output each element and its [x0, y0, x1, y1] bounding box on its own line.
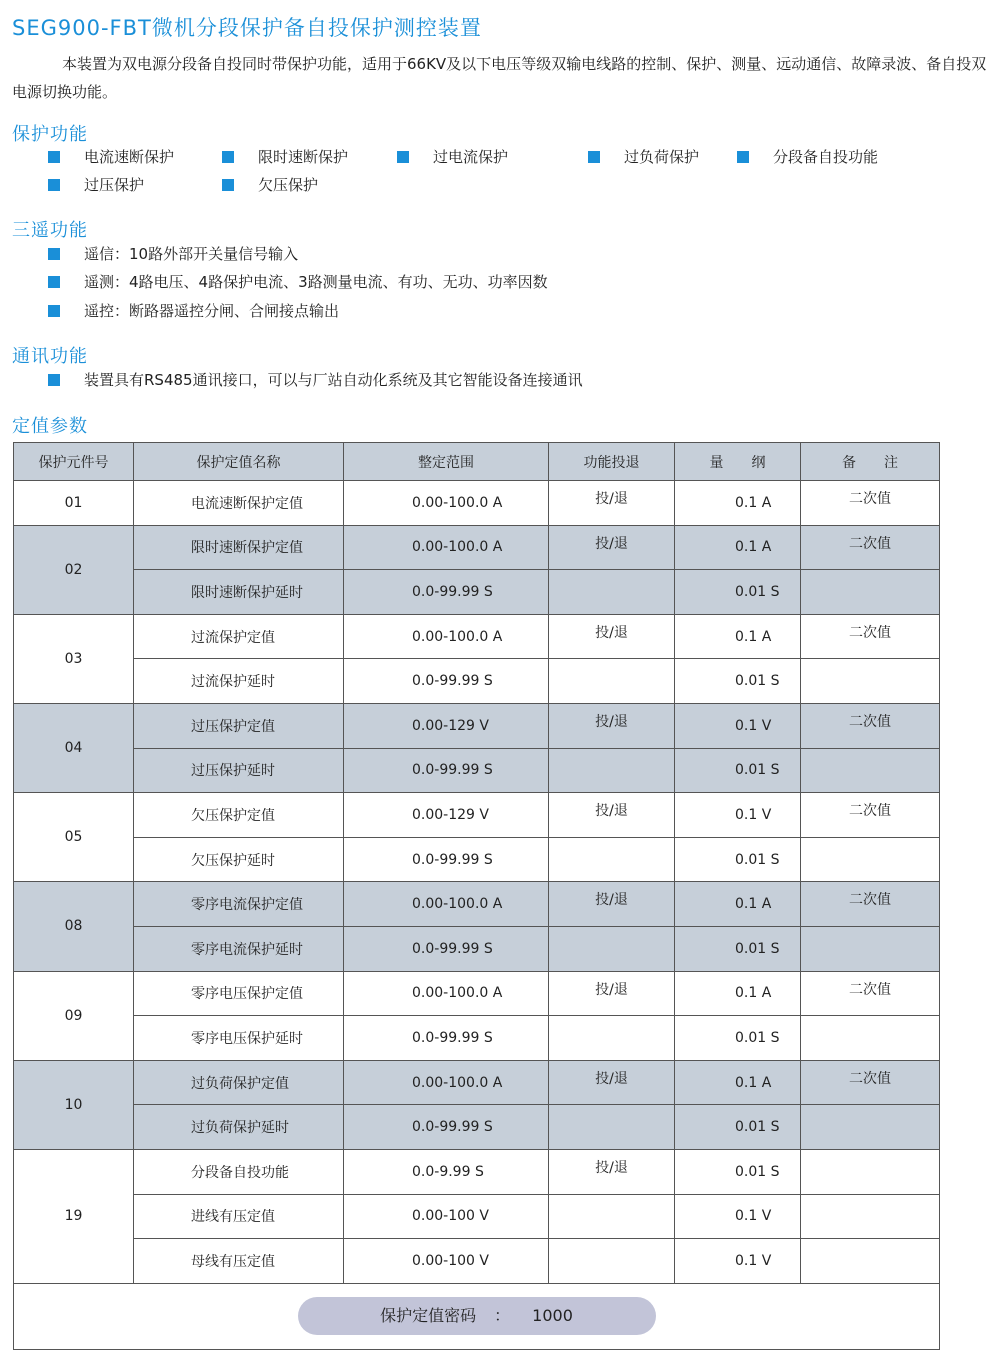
table-row — [14, 481, 940, 526]
protection-item: 电流速断保护 — [48, 147, 174, 167]
range-cell: 0.00-100.0 A — [344, 614, 549, 659]
bullet-square-icon — [48, 374, 60, 386]
range-cell: 0.0-99.99 S — [344, 1016, 549, 1061]
note-cell — [801, 926, 940, 971]
bullet-square-icon — [737, 151, 749, 163]
range-cell: 0.0-99.99 S — [344, 570, 549, 615]
note-cell — [801, 1194, 940, 1239]
password-label: 保护定值密码 — [380, 1306, 477, 1326]
element-id-cell: 10 — [14, 1060, 134, 1149]
unit-cell: 0.1 V — [675, 1194, 801, 1239]
toggle-cell: 投/退 — [549, 481, 675, 526]
note-cell — [801, 659, 940, 704]
table-row — [14, 793, 940, 838]
range-cell: 0.0-99.99 S — [344, 659, 549, 704]
element-id-cell: 02 — [14, 525, 134, 614]
table-row — [14, 1239, 940, 1284]
table-row — [14, 614, 940, 659]
bullet-square-icon — [397, 151, 409, 163]
col-header-note: 备 注 — [801, 443, 940, 481]
note-cell — [801, 837, 940, 882]
setting-name-cell: 零序电压保护延时 — [134, 1016, 344, 1061]
setting-name-cell: 零序电压保护定值 — [134, 971, 344, 1016]
note-cell — [801, 1239, 940, 1284]
table-row — [14, 1016, 940, 1061]
setting-name-cell: 过压保护延时 — [134, 748, 344, 793]
toggle-cell: 投/退 — [549, 882, 675, 927]
range-cell: 0.00-129 V — [344, 703, 549, 748]
toggle-cell: 投/退 — [549, 971, 675, 1016]
remote-item: 遥测：4路电压、4路保护电流、3路测量电流、有功、无功、功率因数 — [48, 272, 548, 292]
toggle-cell — [549, 1105, 675, 1150]
unit-cell: 0.01 S — [675, 659, 801, 704]
table-row — [14, 926, 940, 971]
unit-cell: 0.1 V — [675, 1239, 801, 1284]
unit-cell: 0.1 A — [675, 614, 801, 659]
range-cell: 0.0-99.99 S — [344, 1105, 549, 1150]
protection-item: 过电流保护 — [397, 147, 508, 167]
protection-item: 过压保护 — [48, 175, 144, 195]
range-cell: 0.0-99.99 S — [344, 926, 549, 971]
element-id-cell: 19 — [14, 1149, 134, 1283]
protection-item: 欠压保护 — [222, 175, 318, 195]
toggle-cell: 投/退 — [549, 793, 675, 838]
note-cell: 二次值 — [801, 614, 940, 659]
note-cell: 二次值 — [801, 703, 940, 748]
toggle-cell — [549, 1239, 675, 1284]
setting-name-cell: 欠压保护定值 — [134, 793, 344, 838]
bullet-square-icon — [222, 179, 234, 191]
toggle-cell — [549, 837, 675, 882]
remote-item: 遥信：10路外部开关量信号输入 — [48, 244, 298, 264]
table-row — [14, 703, 940, 748]
note-cell: 二次值 — [801, 481, 940, 526]
range-cell: 0.00-100.0 A — [344, 525, 549, 570]
toggle-cell: 投/退 — [549, 1149, 675, 1194]
toggle-cell — [549, 1016, 675, 1061]
table-row — [14, 748, 940, 793]
range-cell: 0.00-129 V — [344, 793, 549, 838]
setting-name-cell: 过压保护定值 — [134, 703, 344, 748]
range-cell: 0.00-100.0 A — [344, 481, 549, 526]
protection-heading: 保护功能 — [12, 124, 88, 145]
bullet-square-icon — [48, 179, 60, 191]
unit-cell: 0.01 S — [675, 570, 801, 615]
range-cell: 0.0-99.99 S — [344, 748, 549, 793]
note-cell — [801, 748, 940, 793]
unit-cell: 0.01 S — [675, 837, 801, 882]
setting-name-cell: 分段备自投功能 — [134, 1149, 344, 1194]
setting-name-cell: 进线有压定值 — [134, 1194, 344, 1239]
password-row — [14, 1283, 940, 1349]
unit-cell: 0.01 S — [675, 748, 801, 793]
unit-cell: 0.1 A — [675, 971, 801, 1016]
note-cell: 二次值 — [801, 525, 940, 570]
table-row — [14, 1060, 940, 1105]
settings-heading: 定值参数 — [12, 416, 88, 437]
table-row — [14, 1105, 940, 1150]
note-cell: 二次值 — [801, 793, 940, 838]
protection-item: 过负荷保护 — [588, 147, 699, 167]
table-row — [14, 570, 940, 615]
setting-name-cell: 过负荷保护定值 — [134, 1060, 344, 1105]
setting-name-cell: 过负荷保护延时 — [134, 1105, 344, 1150]
password-badge — [298, 1297, 656, 1335]
table-header-row — [14, 443, 940, 481]
bullet-square-icon — [48, 151, 60, 163]
element-id-cell: 04 — [14, 703, 134, 792]
bullet-square-icon — [48, 248, 60, 260]
setting-name-cell: 过流保护延时 — [134, 659, 344, 704]
unit-cell: 0.1 V — [675, 703, 801, 748]
toggle-cell — [549, 659, 675, 704]
protection-item: 限时速断保护 — [222, 147, 348, 167]
bullet-square-icon — [222, 151, 234, 163]
unit-cell: 0.1 A — [675, 1060, 801, 1105]
table-row — [14, 1194, 940, 1239]
note-cell: 二次值 — [801, 1060, 940, 1105]
element-id-cell: 08 — [14, 882, 134, 971]
setting-name-cell: 电流速断保护定值 — [134, 481, 344, 526]
remote-heading: 三遥功能 — [12, 220, 88, 241]
unit-cell: 0.1 A — [675, 481, 801, 526]
unit-cell: 0.1 A — [675, 882, 801, 927]
range-cell: 0.00-100 V — [344, 1239, 549, 1284]
setting-name-cell: 限时速断保护延时 — [134, 570, 344, 615]
table-row — [14, 659, 940, 704]
intro-paragraph: 本装置为双电源分段备自投同时带保护功能，适用于66KV及以下电压等级双输电线路的控制、保护、测量、远动通信、故障录波、备自投双电源切换功能。 — [12, 55, 987, 101]
note-cell: 二次值 — [801, 882, 940, 927]
bullet-square-icon — [48, 305, 60, 317]
toggle-cell: 投/退 — [549, 1060, 675, 1105]
col-header-element-id: 保护元件号 — [14, 443, 134, 481]
toggle-cell — [549, 570, 675, 615]
table-row — [14, 882, 940, 927]
setting-name-cell: 过流保护定值 — [134, 614, 344, 659]
settings-table — [13, 442, 940, 1350]
password-colon: ： — [494, 1306, 511, 1326]
setting-name-cell: 欠压保护延时 — [134, 837, 344, 882]
remote-item: 遥控：断路器遥控分闸、合闸接点输出 — [48, 301, 339, 321]
range-cell: 0.00-100.0 A — [344, 1060, 549, 1105]
unit-cell: 0.01 S — [675, 1105, 801, 1150]
note-cell: 二次值 — [801, 971, 940, 1016]
element-id-cell: 09 — [14, 971, 134, 1060]
bullet-square-icon — [48, 276, 60, 288]
unit-cell: 0.01 S — [675, 1149, 801, 1194]
unit-cell: 0.01 S — [675, 1016, 801, 1061]
element-id-cell: 05 — [14, 793, 134, 882]
col-header-unit: 量 纲 — [675, 443, 801, 481]
range-cell: 0.00-100.0 A — [344, 882, 549, 927]
toggle-cell: 投/退 — [549, 703, 675, 748]
comm-heading: 通讯功能 — [12, 346, 88, 367]
toggle-cell — [549, 748, 675, 793]
element-id-cell: 01 — [14, 481, 134, 526]
comm-item: 装置具有RS485通讯接口，可以与厂站自动化系统及其它智能设备连接通讯 — [48, 370, 583, 390]
toggle-cell — [549, 1194, 675, 1239]
setting-name-cell: 零序电流保护定值 — [134, 882, 344, 927]
table-row — [14, 971, 940, 1016]
protection-item: 分段备自投功能 — [737, 147, 878, 167]
range-cell: 0.00-100.0 A — [344, 971, 549, 1016]
table-row — [14, 837, 940, 882]
setting-name-cell: 母线有压定值 — [134, 1239, 344, 1284]
note-cell — [801, 1149, 940, 1194]
note-cell — [801, 1105, 940, 1150]
toggle-cell: 投/退 — [549, 525, 675, 570]
unit-cell: 0.01 S — [675, 926, 801, 971]
toggle-cell — [549, 926, 675, 971]
unit-cell: 0.1 A — [675, 525, 801, 570]
col-header-toggle: 功能投退 — [549, 443, 675, 481]
unit-cell: 0.1 V — [675, 793, 801, 838]
note-cell — [801, 570, 940, 615]
col-header-range: 整定范围 — [344, 443, 549, 481]
bullet-square-icon — [588, 151, 600, 163]
toggle-cell: 投/退 — [549, 614, 675, 659]
password-value: 1000 — [532, 1306, 573, 1326]
element-id-cell: 03 — [14, 614, 134, 703]
range-cell: 0.0-99.99 S — [344, 837, 549, 882]
range-cell: 0.0-9.99 S — [344, 1149, 549, 1194]
table-row — [14, 1149, 940, 1194]
setting-name-cell: 限时速断保护定值 — [134, 525, 344, 570]
range-cell: 0.00-100 V — [344, 1194, 549, 1239]
setting-name-cell: 零序电流保护延时 — [134, 926, 344, 971]
table-row — [14, 525, 940, 570]
note-cell — [801, 1016, 940, 1061]
col-header-setting-name: 保护定值名称 — [134, 443, 344, 481]
page-title: SEG900-FBT微机分段保护备自投保护测控装置 — [12, 16, 482, 40]
